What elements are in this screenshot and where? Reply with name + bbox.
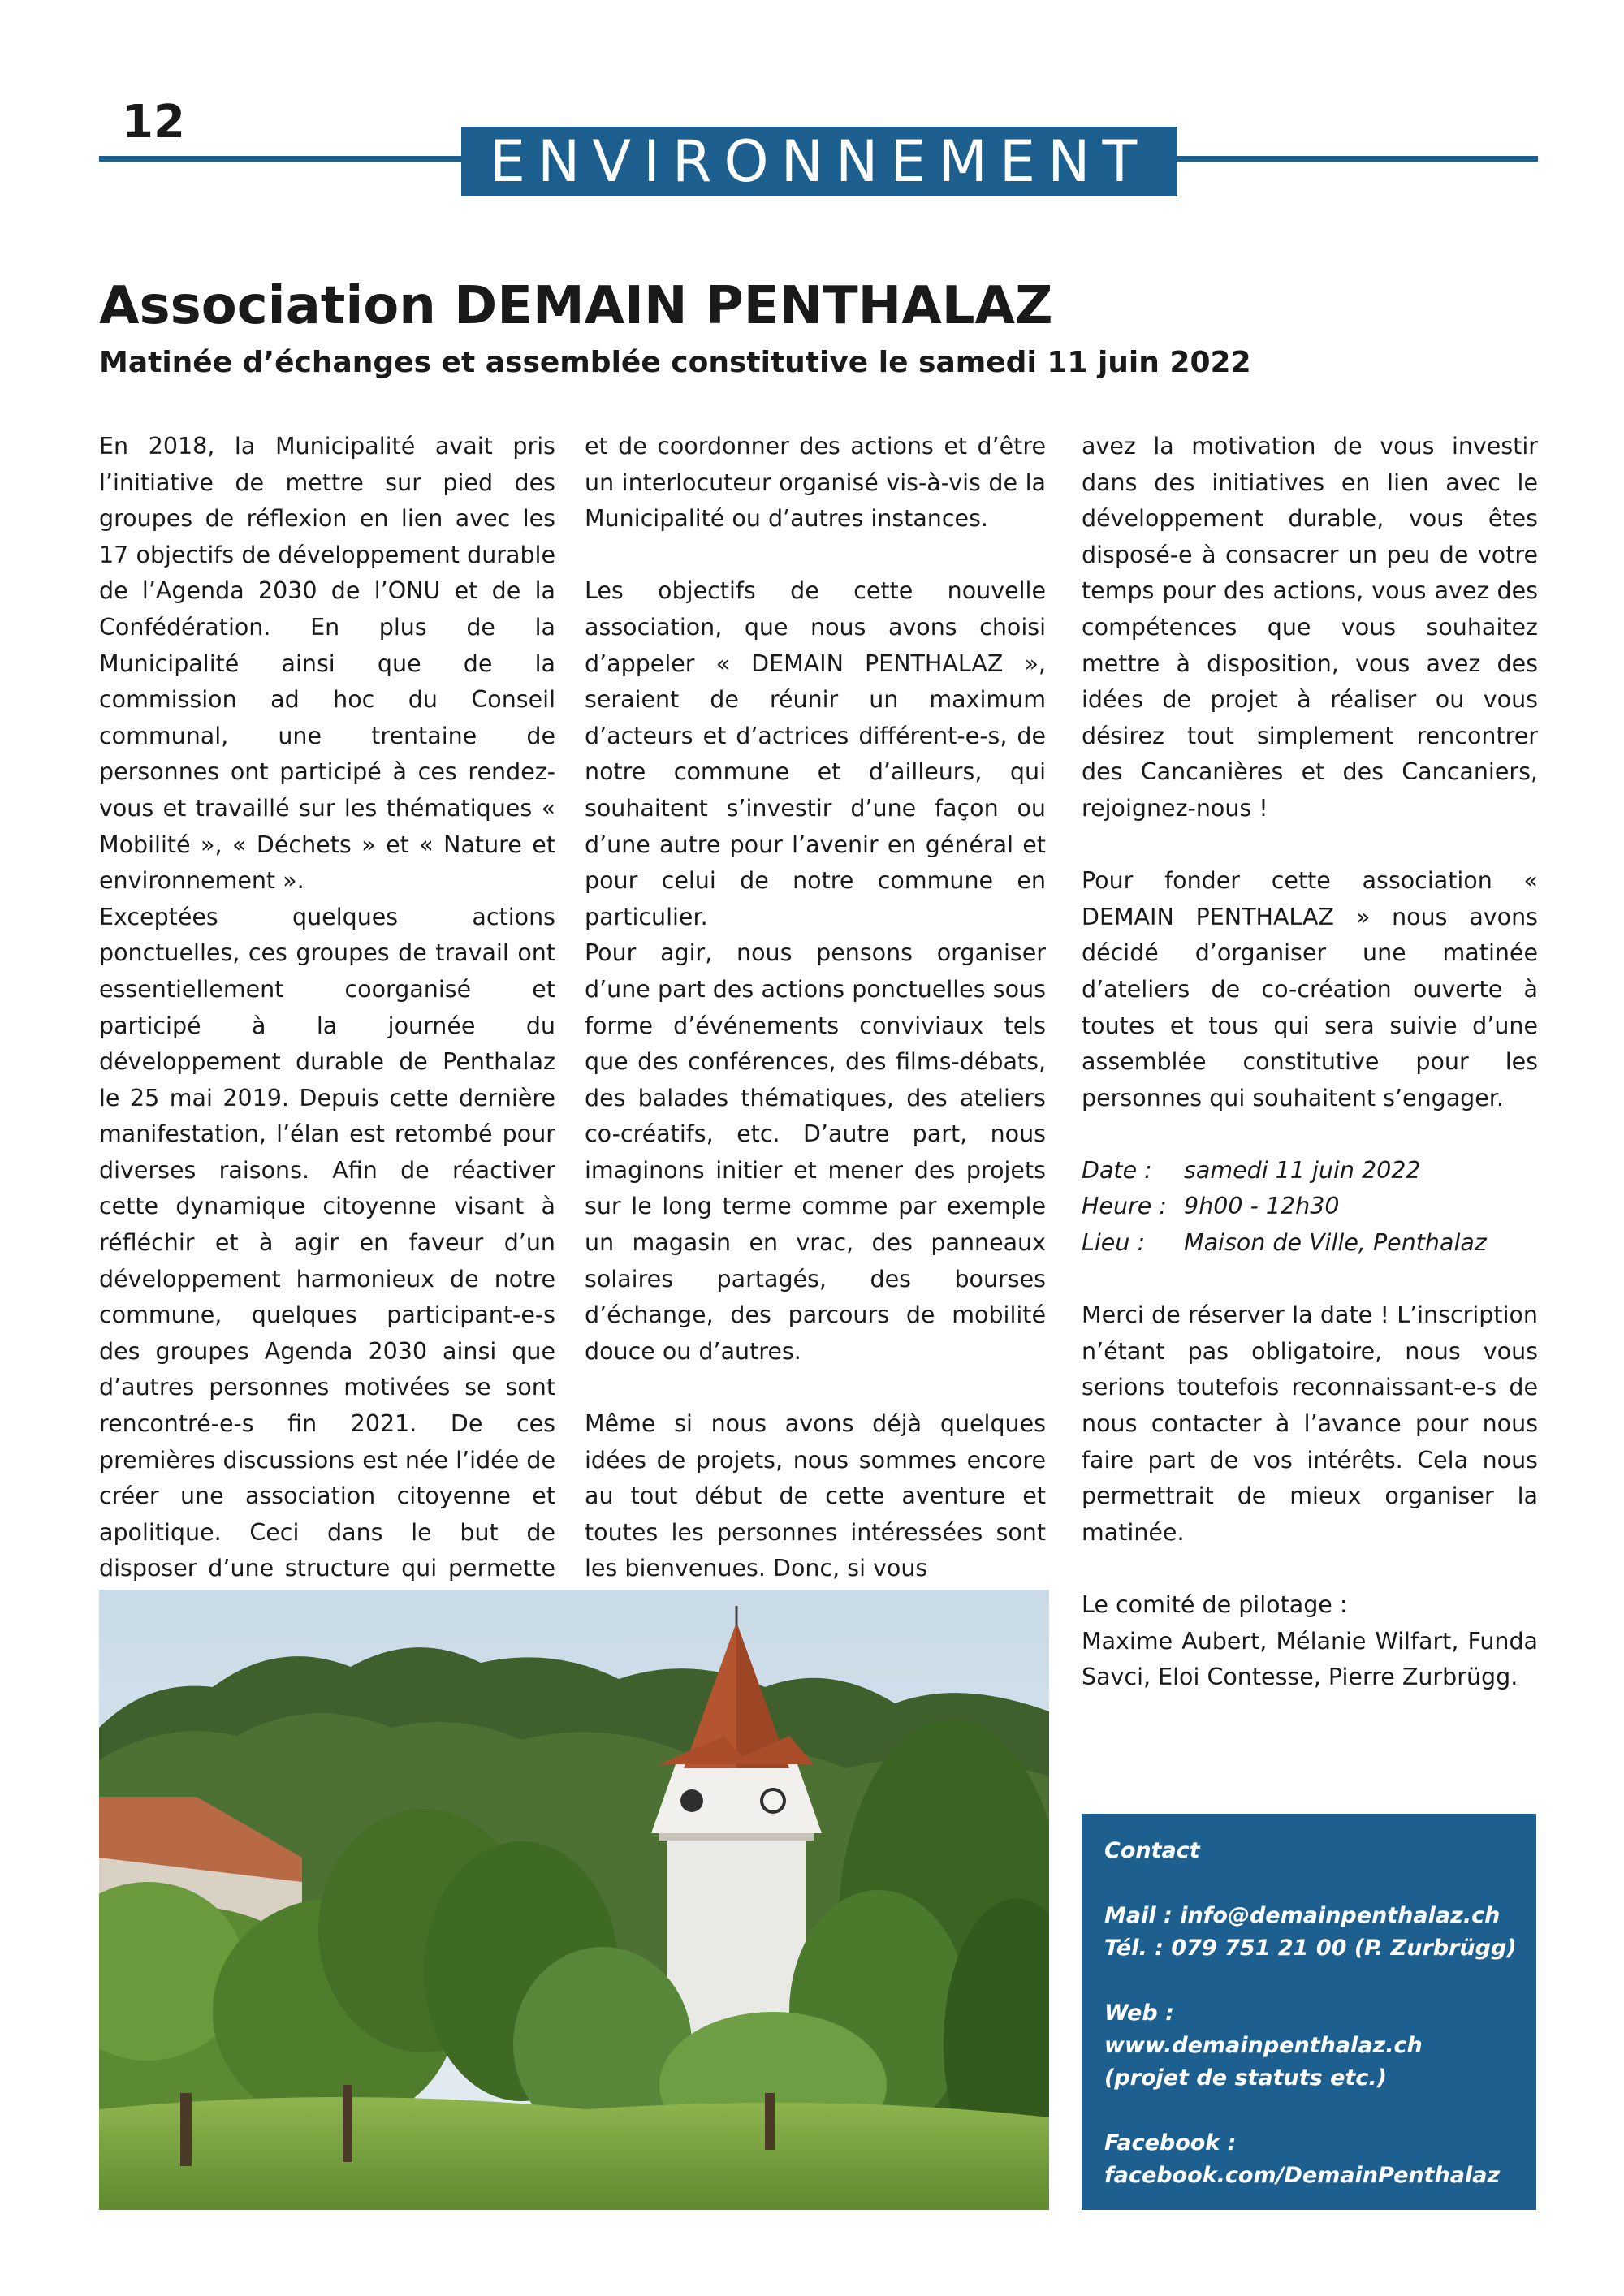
header-rule-right (1176, 156, 1538, 162)
committee-label: Le comité de pilotage : (1082, 1591, 1348, 1618)
paragraph: et de coordonner des actions et d’être un interlocuteur organisé vis-à-vis de la Municipalité ou d’autres instances. (585, 433, 1046, 533)
contact-mail-tel (1104, 1900, 1517, 1965)
event-date-row (1082, 1153, 1538, 1189)
event-date-label: Date : (1082, 1156, 1152, 1184)
contact-mail[interactable]: Mail : info@demainpenthalaz.ch (1104, 1903, 1501, 1928)
contact-web-link[interactable]: www.demainpenthalaz.ch (1104, 2033, 1423, 2058)
event-time-label: Heure : (1082, 1193, 1167, 1220)
event-time-row (1082, 1189, 1538, 1225)
paragraph: Exceptées quelques actions ponctuelles, ces groupes de travail ont essentiellement coorganisé et participé à la journée du développement durable de Penthalaz le 25 mai 2019. Depuis cette dernière manifestation, l’élan est retombé pour diverses raisons. Afin de réactiver cette dynamique citoyenne visant à réfléchir et à agir en faveur d’un développement harmonieux de notre commune, quelques participant-e-s des groupes Agenda 2030 ainsi que d’autres personnes motivées se sont rencontré-e-s fin 2021. De ces premières discussions est née l’idée de créer une association citoyenne et apolitique. Ceci dans le but de disposer d’une structure qui permette (99, 903, 555, 1582)
page-number: 12 (122, 96, 185, 149)
contact-facebook (1104, 2127, 1514, 2192)
event-time-value: 9h00 - 12h30 (1184, 1193, 1340, 1220)
contact-facebook-link[interactable]: facebook.com/DemainPenthalaz (1104, 2163, 1501, 2188)
contact-box (1082, 1814, 1536, 2210)
article-column-2 (585, 429, 1046, 1587)
village-church-photo (99, 1590, 1049, 2210)
article-column-3 (1082, 429, 1538, 1696)
committee-members: Maxime Aubert, Mélanie Wilfart, Funda Savci, Eloi Contesse, Pierre Zurbrügg. (1082, 1627, 1538, 1691)
paragraph: Pour agir, nous pensons organiser d’une part des actions ponctuelles sous forme d’événements conviviaux tels que des conférences, des films-débats, des balades thématiques, des ateliers co-créatifs, etc. D’autre part, nous imaginons initier et mener des projets sur le long terme comme par exemple un magasin en vrac, des panneaux solaires partagés, des bourses d’échange, des parcours de mobilité douce ou d’autres. (585, 939, 1046, 1365)
paragraph: Merci de réserver la date ! L’inscription n’étant pas obligatoire, nous vous serions toutefois reconnaissant-e-s de nous contacter à l’avance pour nous faire part de vos intérêts. Cela nous permettrait de mieux organiser la matinée. (1082, 1301, 1538, 1546)
contact-web-label: Web : (1104, 2000, 1174, 2026)
paragraph: Même si nous avons déjà quelques idées de projets, nous sommes encore au tout début de cette aventure et toutes les personnes intéressées sont les bienvenues. Donc, si vous (585, 1410, 1046, 1582)
contact-phone[interactable]: Tél. : 079 751 21 00 (P. Zurbrügg) (1104, 1936, 1517, 1961)
event-details (1082, 1153, 1538, 1262)
event-place-row (1082, 1225, 1538, 1262)
section-banner: ENVIRONNEMENT (461, 127, 1177, 196)
article-title: Association DEMAIN PENTHALAZ (99, 276, 1053, 336)
paragraph: Les objectifs de cette nouvelle association, que nous avons choisi d’appeler « DEMAIN PENTHALAZ », seraient de réunir un maximum d’acteurs et d’actrices différent-e-s, de notre commune et d’ailleurs, qui souhaitent s’investir d’une façon ou d’une autre pour l’avenir en général et pour celui de notre commune en particulier. (585, 577, 1046, 930)
contact-web-note: (projet de statuts etc.) (1104, 2065, 1387, 2091)
contact-facebook-label: Facebook : (1104, 2130, 1237, 2156)
paragraph: avez la motivation de vous investir dans des initiatives en lien avec le développement durable, vous êtes disposé-e à consacrer un peu de votre temps pour des actions, vous avez des compétences que vous souhaitez mettre à disposition, vous avez des idées de projet à réaliser ou vous désirez tout simplement rencontrer des Cancanières et des Cancaniers, rejoignez-nous ! (1082, 433, 1538, 822)
article-column-1 (99, 429, 555, 1624)
event-date-value: samedi 11 juin 2022 (1184, 1156, 1421, 1184)
article-subtitle: Matinée d’échanges et assemblée constitutive le samedi 11 juin 2022 (99, 346, 1251, 379)
contact-heading: Contact (1104, 1838, 1200, 1863)
paragraph: Pour fonder cette association « DEMAIN PENTHALAZ » nous avons décidé d’organiser une matinée d’ateliers de co-création ouverte à toutes et tous qui sera suivie d’une assemblée constitutive pour les personnes qui souhaitent s’engager. (1082, 867, 1538, 1111)
event-place-value: Maison de Ville, Penthalaz (1184, 1229, 1487, 1257)
contact-web (1104, 1997, 1514, 2095)
header-rule-left (99, 156, 463, 162)
paragraph: En 2018, la Municipalité avait pris l’initiative de mettre sur pied des groupes de réflexion en lien avec les 17 objectifs de développement durable de l’Agenda 2030 de l’ONU et de la Confédération. En plus de la Municipalité ainsi que de la commission ad hoc du Conseil communal, une trentaine de personnes ont participé à ces rendez-vous et travaillé sur les thématiques « Mobilité », « Déchets » et « Nature et environnement ». (99, 433, 555, 895)
event-place-label: Lieu : (1082, 1229, 1146, 1257)
